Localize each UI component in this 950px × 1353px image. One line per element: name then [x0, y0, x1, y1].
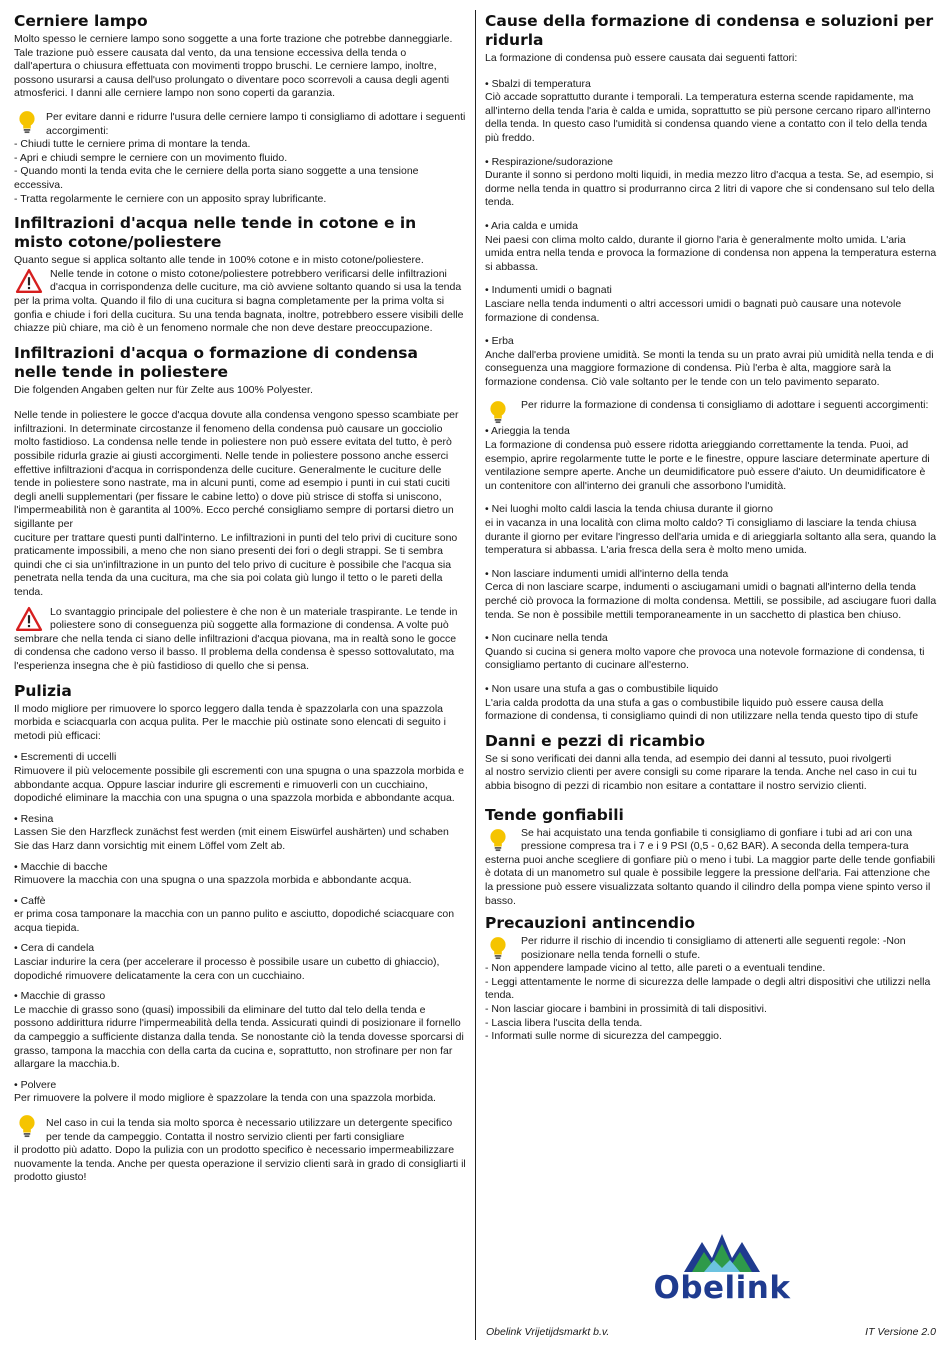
list-item — [485, 156, 937, 210]
item-heading: • Non usare una stufa a gas o combustibile liquido — [485, 682, 719, 695]
mountains-icon — [642, 1228, 802, 1276]
list-item — [14, 861, 466, 888]
heading-zippers: Cerniere lampo — [14, 12, 148, 30]
zippers-tip — [14, 109, 466, 138]
item-heading: • Respirazione/sudorazione — [485, 155, 613, 168]
list-item — [14, 813, 466, 854]
list-item — [14, 895, 466, 936]
section-zippers — [14, 12, 466, 206]
condensation-tip — [485, 399, 937, 413]
inflatable-tip-text: Se hai acquistato una tenda gonfiabile ti consigliamo di gonfiare i tubi ad ari con una pressione compresa tra i 7 e i 9 PSI (0,5 - 0,62 BAR). A seconda della tempera-tura esterna puoi anche scegliere di gonfiare più o meno i tubi. La maggior parte delle tende gonfiabili è dotata di un manometro sul quale è possibile leggere la pressione dell'aria. Fai attenzione che la pressione può essere visualizzata soltanto quando il cilindro della pompa viene spinto verso il basso. — [485, 826, 936, 907]
footer-company: Obelink Vrijetijdsmarkt b.v. — [486, 1326, 610, 1338]
item-text: Durante il sonno si perdono molti liquidi, in media mezzo litro d'acqua a testa. Se, ad esempio, si dorme nella tenda in quattro si produrranno circa 2 litri di vapore che si condensano sul telo della tenda. — [485, 169, 935, 209]
item-heading: • Escrementi di uccelli — [14, 751, 117, 764]
list-item — [485, 220, 937, 274]
list-item — [14, 1079, 466, 1106]
item-text: Ciò accade soprattutto durante i temporali. La temperatura esterna scende rapidamente, ma all'interno della tenda l'aria è calda e umida, soprattutto se più persone cercano riparo all'interno della tenda. In questo caso l'umidità si condensa quando viene a contatto con il telo della tenda più freddo. — [485, 91, 931, 144]
item-heading: • Nei luoghi molto caldi lascia la tenda chiusa durante il giorno — [485, 503, 773, 516]
damage-body-1: Se si sono verificati dei danni alla tenda, ad esempio dei danni al tessuto, puoi rivolgerti — [485, 752, 892, 765]
list-item — [485, 284, 937, 325]
warning-triangle-icon — [14, 606, 44, 632]
logo-text: Obelink — [653, 1270, 791, 1306]
cotton-intro: Quanto segue si applica soltanto alle tende in 100% cotone e in misto cotone/poliestere. — [14, 254, 424, 267]
cleaning-tip-text-2: il prodotto più adatto. Dopo la pulizia con un prodotto specifico è necessario impermeabilizzare nuovamente la tenda. Anche per questa operazione il servizio clienti sarà in grado di consigliarti il prodotto giusto! — [14, 1144, 466, 1184]
cotton-warning-text: Nelle tende in cotone o misto cotone/poliestere potrebbero verificarsi delle infiltrazioni d'acqua in corrispondenza delle cuciture, ma ciò avviene soltanto quando si usa la tenda per la prima volta. Quando il filo di una cucitura si bagna completamente per la prima volta si gonfia e chiude i fori della cucitura. Su una tenda bagnata, inoltre, potrebbero essere visibili delle chiazze più chiare, ma ciò è un fenomeno normale che non deve destare preoccupazione. — [14, 267, 464, 335]
list-item: - Non appendere lampade vicino al tetto, alle pareti o a eventuali tendine. — [485, 962, 826, 975]
heading-inflatable-tents: Tende gonfiabili — [485, 805, 624, 824]
lightbulb-icon — [485, 935, 511, 961]
item-text: Nei paesi con clima molto caldo, durante il giorno l'aria è generalmente molto umida. L'aria umida entra nella tenda e provoca la formazione di condensa non appena la temperatura esterna si abbassa. — [485, 233, 937, 273]
item-text: Per rimuovere la polvere il modo migliore è spazzolare la tenda con una spazzola morbida. — [14, 1092, 436, 1105]
section-damage-parts — [485, 732, 937, 794]
lightbulb-icon — [14, 1113, 40, 1139]
cotton-warning — [14, 268, 466, 336]
item-heading: • Non lasciare indumenti umidi all'interno della tenda — [485, 567, 729, 580]
item-text: Cerca di non lasciare scarpe, indumenti o asciugamani umidi o bagnati all'interno della tenda perché ciò provoca la formazione di molta condensa. Mettili, se possibile, ad asciugare fuori dalla tenda. Se non è possibile mettili temporaneamente in un sacchetto di plastica ben chiuso. — [485, 581, 937, 621]
item-heading: • Cera di candela — [14, 942, 95, 955]
item-heading: • Non cucinare nella tenda — [485, 632, 608, 645]
item-text: Anche dall'erba proviene umidità. Se monti la tenda su un prato avrai più umidità nella tenda e di conseguenza una maggiore formazione di condensa. Più l'erba è alta, maggiore sarà la formazione condensa. Ciò vale soltanto per le tende con un telo pavimento separato. — [485, 348, 934, 388]
section-condensation-causes — [485, 12, 937, 724]
list-item: - Non lasciar giocare i bambini in prossimità di tali dispositivi. — [485, 1003, 767, 1016]
list-item: - Apri e chiudi sempre le cerniere con un movimento fluido. — [14, 151, 288, 164]
list-item: - Informati sulle norme di sicurezza del campeggio. — [485, 1030, 722, 1043]
item-text: Rimuovere la macchia con una spugna o una spazzola morbida e abbondante acqua. — [14, 874, 412, 887]
item-heading: • Sbalzi di temperatura — [485, 77, 591, 90]
polyester-warning-text: Lo svantaggio principale del poliestere è che non è un materiale traspirante. Le tende in poliestere sono di conseguenza più soggette alla formazione di condensa. A volte può sembrare che nella tenda ci siano delle infiltrazioni d'acqua piovana, ma in realtà sono le gocce di condensa che cadono verso il basso. Il problema della condensa è spesso sottovalutato, ma l'esperienza insegna che è più fastidioso di quello che si pensa. — [14, 605, 458, 672]
list-item — [14, 751, 466, 805]
list-item — [485, 503, 937, 557]
zippers-tip-text: Per evitare danni e ridurre l'usura delle cerniere lampo ti consigliamo di adottare i seguenti accorgimenti: — [46, 110, 466, 137]
column-divider — [475, 10, 476, 1340]
item-text: Lassen Sie den Harzfleck zunächst fest werden (mit einem Eiswürfel aushärten) und schaben Sie das Harz dann vorsichtig mit einem Löffel vom Zelt ab. — [14, 826, 449, 852]
cleaning-tip — [14, 1113, 466, 1144]
fire-tip — [485, 935, 937, 962]
polyester-body-2: cuciture per trattare questi punti dall'interno. Le infiltrazioni in punti del telo privi di cuciture sono praticamente impossibili, a meno che non siano presenti dei fori o degli strappi. Se ti sembra quindi che ci sia un'infiltrazione in un punto del telo privo di cuciture è possibile che l'acqua sia penetrata nella tenda da una cucitura, ma che sia poi colata giù lungo il tetto o le pareti della tenda. — [14, 531, 458, 598]
item-heading: • Erba — [485, 335, 514, 348]
item-text: Quando si cucina si genera molto vapore che provoca una notevole formazione di condensa, ti consigliamo pertanto di cucinare all'esterno. — [485, 645, 925, 672]
heading-damage-parts: Danni e pezzi di ricambio — [485, 731, 705, 750]
footer-version: IT Versione 2.0 — [865, 1326, 936, 1338]
lightbulb-icon — [485, 827, 511, 853]
item-heading: • Macchie di bacche — [14, 860, 108, 873]
list-item — [14, 942, 466, 983]
right-column — [485, 12, 937, 1052]
obelink-logo — [642, 1228, 802, 1308]
item-text: Lasciar indurire la cera (per accelerare il processo è possibile usare un cubetto di ghiaccio), dopodiché rimuovere delicatamente la cera con un cucchiaino. — [14, 956, 440, 982]
list-item: - Lascia libera l'uscita della tenda. — [485, 1016, 643, 1029]
item-text: Lasciare nella tenda indumenti o altri accessori umidi o bagnati può causare una notevole formazione di condensa. — [485, 297, 902, 324]
item-heading: • Macchie di grasso — [14, 990, 106, 1003]
heading-cleaning: Pulizia — [14, 681, 72, 700]
polyester-body-1: Nelle tende in poliestere le gocce d'acqua dovute alla condensa vengono spesso scambiate per infiltrazioni. In determinate circostanze il fenomeno della condensa può causare un gocciolio molto fastidioso. La condensa nelle tende in poliestere non può essere evitata del tutto, è però possibile ridurla grazie ai giusti accorgimenti. Nelle tende in poliestere possono anche esserci effettive infiltrazioni d'acqua in corrispondenza delle cuciture. Generalmente le cuciture delle tende in poliestere sono nastrate, ma in alcuni punti, come ad esempio i punti in cui stati cuciti degli anelli supplementari (per fissare le cabine letto) o dove più strisce di stoffa si uniscono, l'impermeabilità non è garantita al 100%. Ecco perché consigliamo sempre di portarsi dietro un sigillante per — [14, 409, 459, 531]
section-cleaning — [14, 682, 466, 1185]
item-text: L'aria calda prodotta da una stufa a gas o combustibile liquido può essere causa della formazione di condensa, ti consigliamo quindi di non utilizzare nella tenda questo tipo di stufe — [485, 696, 919, 723]
item-heading: • Caffè — [14, 894, 46, 907]
list-item: - Leggi attentamente le norme di sicurezza delle lampade o degli altri dispositivi che utilizzi nella tenda. — [485, 975, 931, 1002]
item-text: Rimuovere il più velocemente possibile gli escrementi con una spugna o una spazzola morbida e abbondante acqua. Oppure lasciar indurire gli escrementi e rimuoverli con un cucchiaino, dopodiché eliminare la macchia con una spugna o una spazzola morbida e abbondante acqua. — [14, 764, 465, 805]
list-item — [485, 78, 937, 146]
lightbulb-icon — [14, 109, 40, 135]
heading-fire-safety: Precauzioni antincendio — [485, 914, 695, 933]
inflatable-tip — [485, 827, 937, 909]
section-cotton-leaks — [14, 214, 466, 336]
list-item: - Chiudi tutte le cerniere prima di montare la tenda. — [14, 138, 251, 151]
left-column — [14, 12, 466, 1193]
condensation-tip-text: Per ridurre la formazione di condensa ti consigliamo di adottare i seguenti accorgimenti: — [521, 399, 929, 412]
item-text: La formazione di condensa può essere ridotta arieggiando correttamente la tenda. Puoi, ad esempio, aprire regolarmente tutte le porte e le finestre, oppure lasciare determinate aperture di ventilazione sempre aperte. Anche un deumidificatore può essere d'aiuto. Un deumidificatore è un contenitore con all'interno dei granuli che assorbono l'umidità. — [485, 439, 930, 492]
item-heading: • Aria calda e umida — [485, 219, 578, 232]
heading-condensation-causes: Cause della formazione di condensa e soluzioni per ridurla — [485, 12, 934, 49]
section-inflatable-tents — [485, 806, 937, 909]
list-item: - Tratta regolarmente le cerniere con un apposito spray lubrificante. — [14, 192, 327, 205]
lightbulb-icon — [485, 399, 511, 425]
list-item: - Quando monti la tenda evita che le cerniere della porta siano soggette a una tensione eccessiva. — [14, 165, 419, 191]
item-heading: • Arieggia la tenda — [485, 425, 570, 438]
cleaning-intro: Il modo migliore per rimuovere lo sporco leggero dalla tenda è spazzolarla con una spazzola morbida e sciacquarla con acqua pulita. Per le macchie più ostinate sono elencati di seguito i metodi più efficaci: — [14, 702, 446, 742]
item-heading: • Resina — [14, 812, 54, 825]
item-text: er prima cosa tamponare la macchia con un panno pulito e asciutto, dopodiché sciacquare con acqua tiepida. — [14, 908, 455, 934]
list-item — [485, 425, 937, 493]
zippers-list — [14, 138, 466, 206]
item-text: ei in vacanza in una località con clima molto caldo? Ti consigliamo di lasciare la tenda chiusa durante il giorno per evitare l'ingresso dell'aria umida e di arieggiarla soltanto alla sera, quando la temperatura si abbassa. L'aria fresca della sera è molto meno umida. — [485, 517, 937, 557]
polyester-intro: Die folgenden Angaben gelten nur für Zelte aus 100% Polyester. — [14, 383, 313, 396]
list-item — [485, 683, 937, 724]
list-item — [485, 632, 937, 673]
fire-tip-text: Per ridurre il rischio di incendio ti consigliamo di attenerti alle seguenti regole: -Non posizionare nella tenda fornelli o stufe. — [521, 935, 906, 961]
fire-list — [485, 962, 937, 1044]
cleaning-tip-text: Nel caso in cui la tenda sia molto sporca è necessario utilizzare un detergente specifico per tende da campeggio. Contatta il nostro servizio clienti per farti consigliare — [46, 1117, 453, 1143]
section-fire-safety — [485, 914, 937, 1044]
polyester-warning — [14, 606, 466, 674]
section-polyester — [14, 344, 466, 674]
heading-polyester: Infiltrazioni d'acqua o formazione di condensa nelle tende in poliestere — [14, 343, 418, 381]
item-heading: • Polvere — [14, 1078, 57, 1091]
condensation-intro: La formazione di condensa può essere causata dai seguenti fattori: — [485, 52, 798, 64]
item-text: Le macchie di grasso sono (quasi) impossibili da eliminare del tutto dal telo della tenda e possono addirittura ridurre l'impermeabilità della tenda. Assicurati quindi di posizionare il fornello da campeggio a sufficiente distanza dalla tenda. Se nonostante ciò la tenda dovesse sporcarsi di grasso, tampona la macchia con della carta da cucina e, soprattutto, non strofinare per non far allargare la macchia.b. — [14, 1003, 464, 1071]
list-item — [485, 568, 937, 622]
list-item — [14, 990, 466, 1072]
item-heading: • Indumenti umidi o bagnati — [485, 284, 612, 297]
warning-triangle-icon — [14, 268, 44, 294]
list-item — [485, 335, 937, 389]
heading-cotton-leaks: Infiltrazioni d'acqua nelle tende in cotone e in misto cotone/poliestere — [14, 214, 417, 252]
zippers-body: Molto spesso le cerniere lampo sono soggette a una forte trazione che potrebbe danneggiarle. Tale trazione può essere causata dal vento, da una tensione eccessiva della tenda o dall'apertura o chiusura effettuata con movimenti troppo bruschi. Le cerniere lampo, inoltre, possono usurarsi a causa dell'uso prolungato o diventare poco scorrevoli a causa degli agenti atmosferici. I danni alle cerniere lampo non sono coperti da garanzia. — [14, 33, 453, 100]
damage-body-2: al nostro servizio clienti per avere consigli su come riparare la tenda. Anche nel caso in cui tu abbia bisogno di pezzi di ricambio non esitare a contattare il nostro servizio clienti. — [485, 766, 917, 792]
